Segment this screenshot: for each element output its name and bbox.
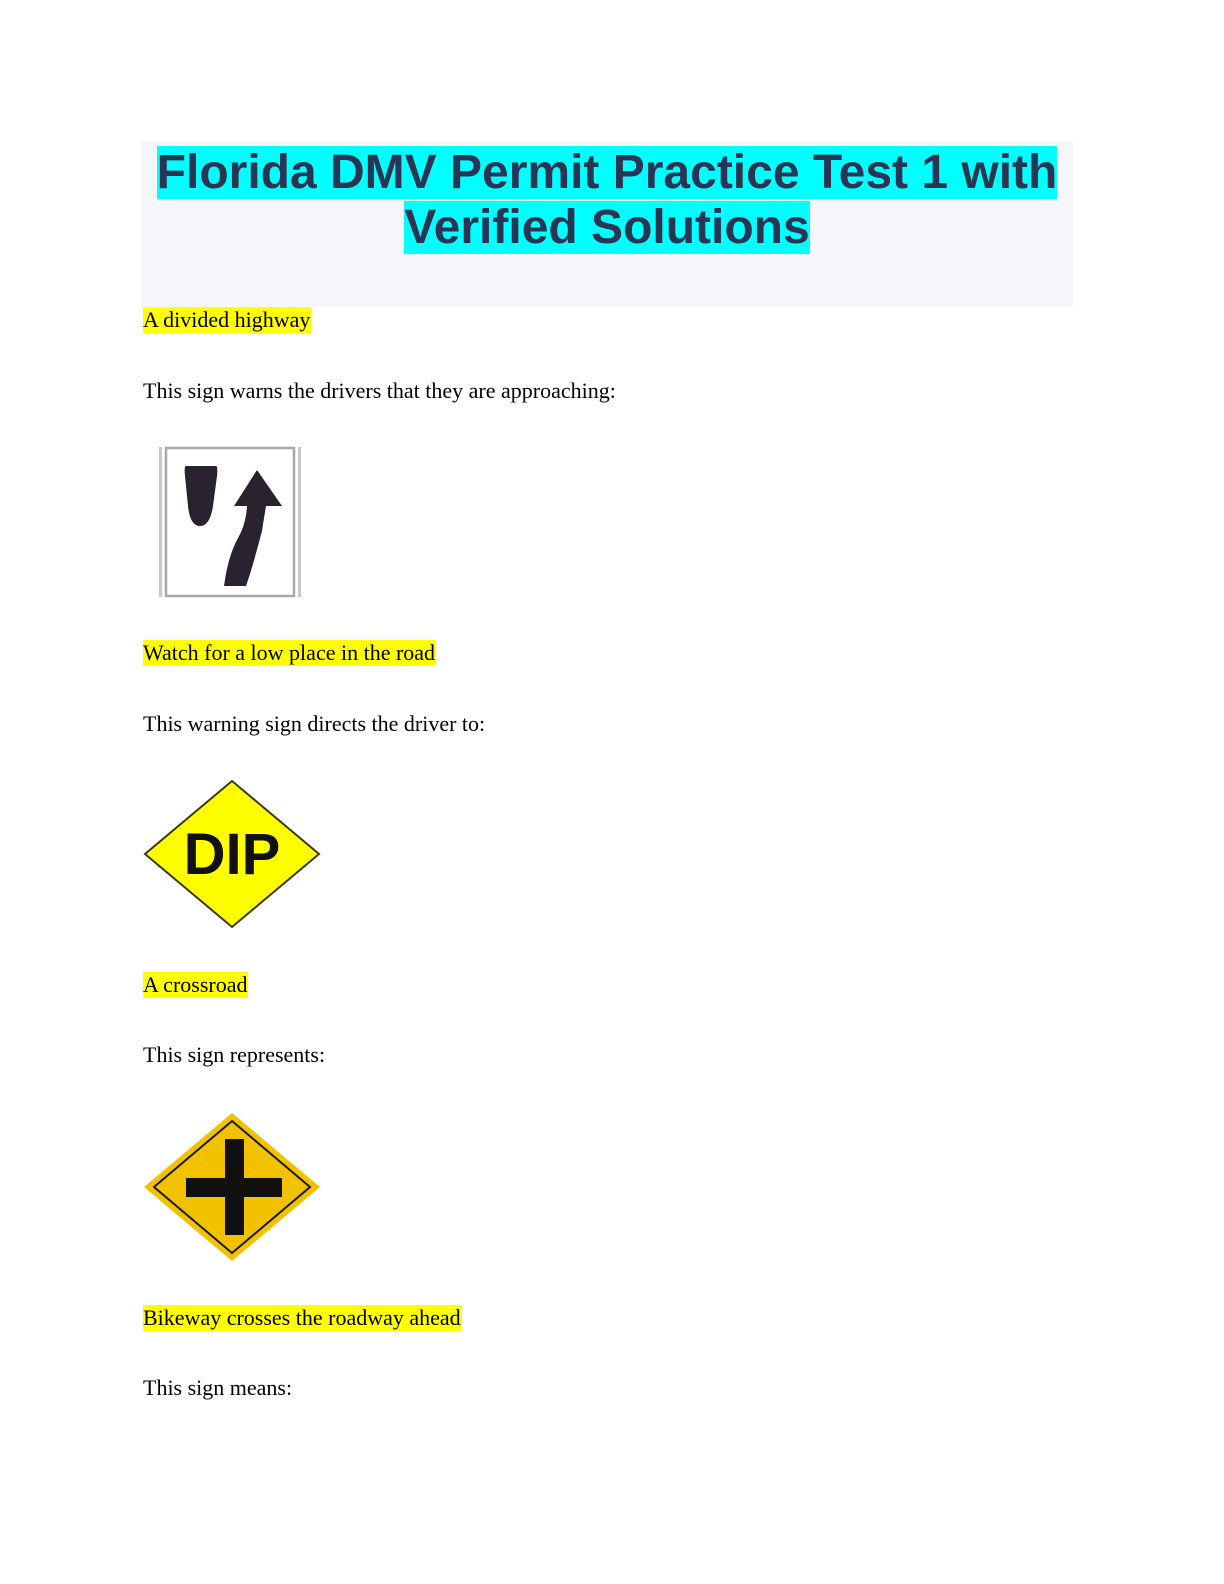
answer-3 [143,972,248,998]
title-line-2: Verified Solutions [404,201,810,254]
answer-2-text: Watch for a low place in the road [143,640,436,665]
dip-sign-icon [143,779,321,929]
question-4: This sign means: [143,1375,293,1400]
answer-1 [143,307,311,333]
answer-4-text: Bikeway crosses the roadway ahead [143,1305,461,1330]
answer-2 [143,640,436,666]
answer-1-text: A divided highway [143,307,311,332]
answer-4 [143,1305,462,1331]
title-block [141,141,1073,307]
keep-right-sign-icon [158,446,302,598]
crossroad-sign-icon [142,1111,322,1263]
dip-sign-text: DIP [183,822,281,887]
question-3: This sign represents: [143,1042,326,1067]
title-line-1: Florida DMV Permit Practice Test 1 with [156,146,1058,199]
answer-3-text: A crossroad [143,972,248,997]
question-1: This sign warns the drivers that they are approaching: [143,378,616,403]
question-2: This warning sign directs the driver to: [143,711,486,736]
page-title [141,141,1073,255]
